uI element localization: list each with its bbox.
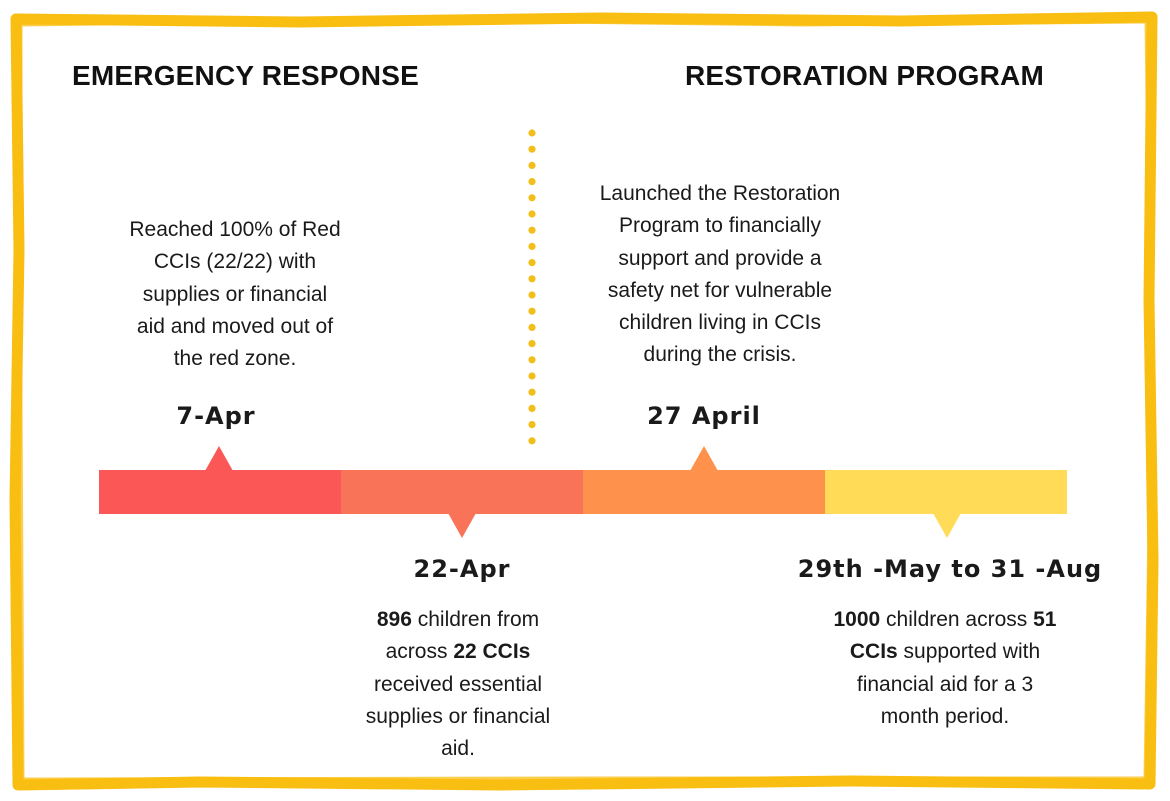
description-text: aid. — [441, 737, 475, 761]
description-text: across — [385, 640, 454, 664]
description-text: the red zone. — [173, 347, 297, 371]
description-text: Program to financially — [619, 214, 821, 238]
description-text: supplies or financial — [365, 704, 551, 728]
description-line — [810, 636, 1080, 668]
milestone-4-date: 29th -May to 31 -Aug — [797, 555, 1103, 583]
highlight-text: 896 — [376, 608, 412, 631]
description-text: Launched the Restoration — [599, 182, 841, 205]
description-text: children living in CCIs — [619, 311, 821, 335]
timeline-segment-4 — [825, 470, 1067, 514]
divider-dot — [528, 421, 535, 428]
divider-dot — [528, 356, 535, 363]
timeline-segment-2 — [341, 470, 583, 514]
description-text: aid and moved out of — [136, 314, 334, 338]
divider-dot — [528, 437, 535, 444]
description-line — [810, 604, 1080, 636]
description-text: supplies or financial — [142, 282, 328, 306]
description-line — [100, 246, 370, 278]
divider-dot — [528, 324, 535, 331]
divider-dot — [528, 194, 535, 201]
description-text: support and provide a — [618, 246, 822, 270]
milestone-4-description — [810, 604, 1080, 733]
divider-dot — [528, 129, 535, 136]
emergency-response-heading: EMERGENCY RESPONSE — [72, 60, 419, 91]
description-text: supported with — [897, 640, 1041, 664]
milestone-1-date: 7-Apr — [176, 402, 256, 430]
divider-dot — [528, 275, 535, 282]
description-text: children from — [411, 608, 540, 631]
description-line — [333, 604, 583, 636]
description-line — [810, 701, 1080, 733]
milestone-1-description — [100, 214, 370, 375]
divider-dot — [528, 259, 535, 266]
highlight-text: 22 CCIs — [453, 640, 531, 664]
divider-dot — [528, 178, 535, 185]
milestone-3-date: 27 April — [647, 402, 761, 430]
description-line — [570, 243, 870, 275]
milestone-3-description — [570, 178, 870, 372]
description-text: safety net for vulnerable — [607, 278, 833, 302]
divider-dot — [528, 210, 535, 217]
description-line — [333, 669, 583, 701]
divider-dot — [528, 162, 535, 169]
milestone-2-description — [333, 604, 583, 765]
description-text: during the crisis. — [643, 343, 797, 367]
divider-dot — [528, 308, 535, 315]
divider-dot — [528, 243, 535, 250]
description-line — [100, 214, 370, 246]
milestone-4-pointer — [933, 513, 961, 538]
description-line — [570, 275, 870, 307]
highlight-text: 51 — [1033, 608, 1057, 631]
divider-dot — [528, 146, 535, 153]
divider-dot — [528, 405, 535, 412]
highlight-text: 1000 — [833, 608, 881, 631]
description-line — [333, 733, 583, 765]
description-line — [570, 178, 870, 210]
timeline-segment-1 — [99, 470, 341, 514]
description-line — [100, 311, 370, 343]
description-text: children across — [880, 608, 1034, 631]
description-text: received essential — [373, 672, 543, 696]
description-line — [810, 669, 1080, 701]
description-text: month period. — [880, 704, 1010, 728]
divider-dot — [528, 340, 535, 347]
dotted-divider — [526, 128, 538, 446]
description-text: financial aid for a 3 — [856, 672, 1034, 696]
description-line — [333, 636, 583, 668]
description-line — [333, 701, 583, 733]
timeline-segment-3 — [583, 470, 825, 514]
milestone-3-pointer — [690, 446, 718, 471]
divider-dot — [528, 227, 535, 234]
highlight-text: CCIs — [849, 640, 898, 664]
description-line — [570, 210, 870, 242]
milestone-1-pointer — [205, 446, 233, 471]
description-line — [570, 339, 870, 371]
divider-dot — [528, 389, 535, 396]
description-line — [100, 279, 370, 311]
divider-dot — [528, 291, 535, 298]
divider-dot — [528, 372, 535, 379]
restoration-program-heading: RESTORATION PROGRAM — [685, 60, 1044, 91]
milestone-2-pointer — [448, 513, 476, 538]
description-line — [100, 343, 370, 375]
description-text: CCIs (22/22) with — [153, 250, 317, 274]
description-line — [570, 307, 870, 339]
description-text: Reached 100% of Red — [129, 218, 341, 241]
milestone-2-date: 22-Apr — [413, 555, 511, 583]
